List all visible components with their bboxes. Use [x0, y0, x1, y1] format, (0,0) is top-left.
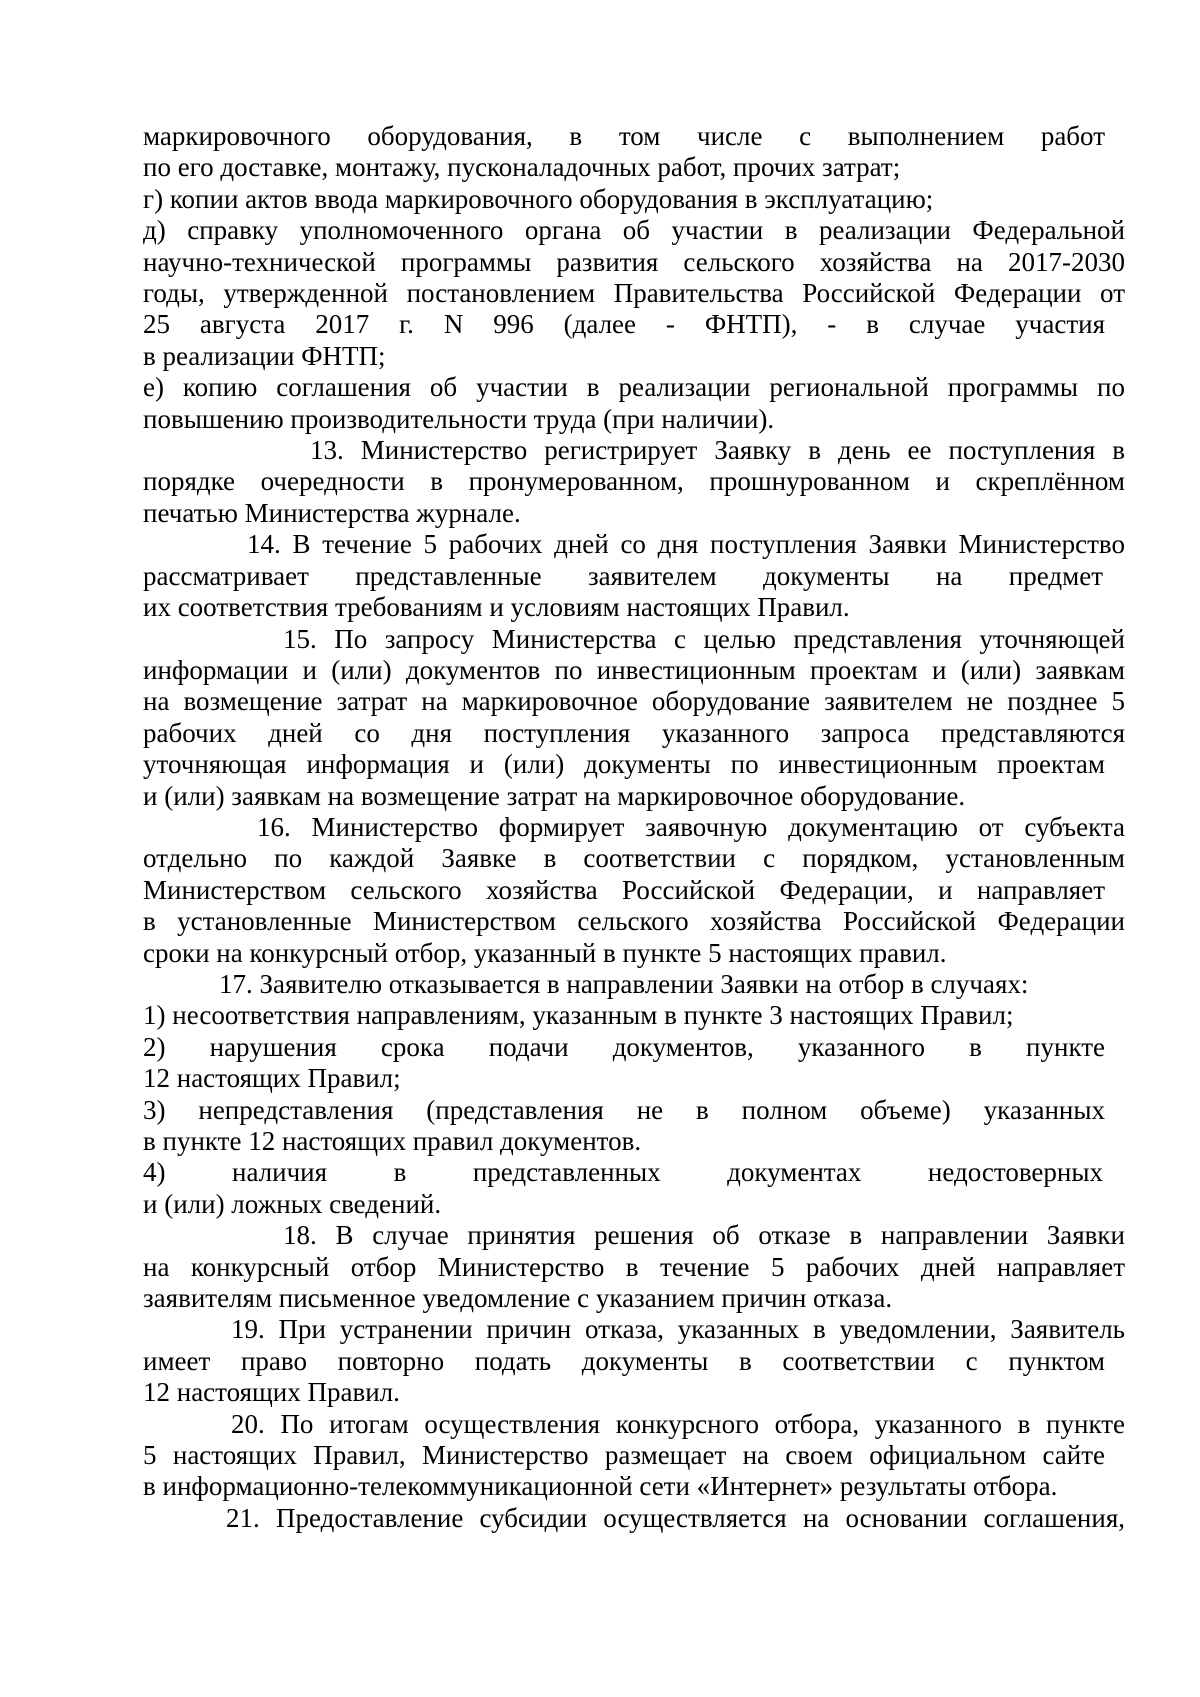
text-line: на возмещение затрат на маркировочное оборудование заявителем не позднее 5	[143, 686, 1125, 717]
paragraph-12d	[143, 215, 1125, 372]
text-line: 17. Заявителю отказывается в направлении Заявки на отбор в случаях:	[219, 968, 1029, 999]
text-line: повышению производительности труда (при наличии).	[143, 403, 775, 434]
text-line: рассматривает представленные заявителем документы на предмет	[143, 560, 1103, 591]
text-line: 4) наличия в представленных документах недостоверных	[143, 1157, 1103, 1188]
document-body	[143, 121, 1125, 1534]
text-line: отдельно по каждой Заявке в соответствии с порядком, установленным	[143, 843, 1125, 874]
text-line: 2) нарушения срока подачи документов, указанного в пункте	[143, 1031, 1105, 1062]
paragraph-15	[143, 624, 1125, 812]
text-line: 12 настоящих Правил.	[143, 1377, 400, 1408]
text-line: 5 настоящих Правил, Министерство размещает на своем официальном сайте	[143, 1440, 1105, 1471]
paragraph-16	[143, 812, 1125, 969]
text-line: 19. При устранении причин отказа, указанных в уведомлении, Заявитель	[231, 1314, 1125, 1345]
text-line: 14. В течение 5 рабочих дней со дня поступления Заявки Министерство	[247, 529, 1125, 560]
paragraph-12g	[143, 184, 1125, 215]
text-line: порядке очередности в пронумерованном, прошнурованном и скреплённом	[143, 466, 1125, 497]
text-line: г) копии актов ввода маркировочного оборудования в эксплуатацию;	[143, 183, 934, 214]
text-line: 13. Министерство регистрирует Заявку в день ее поступления в	[310, 435, 1125, 466]
text-line: в установленные Министерством сельского хозяйства Российской Федерации	[143, 906, 1125, 937]
text-line: уточняющая информация и (или) документы по инвестиционным проектам	[143, 749, 1105, 780]
text-line: печатью Министерства журнале.	[143, 497, 521, 528]
text-line: д) справку уполномоченного органа об участии в реализации Федеральной	[143, 215, 1125, 246]
text-line: годы, утвержденной постановлением Правительства Российской Федерации от	[143, 278, 1125, 309]
text-line: заявителям письменное уведомление с указанием причин отказа.	[143, 1283, 893, 1314]
paragraph-12e	[143, 372, 1125, 435]
text-line: 3) непредставления (представления не в полном объеме) указанных	[143, 1094, 1105, 1125]
text-line: научно-технической программы развития сельского хозяйства на 2017-2030	[143, 246, 1125, 277]
text-line: имеет право повторно подать документы в соответствии с пунктом	[143, 1345, 1105, 1376]
text-line: их соответствия требованиям и условиям настоящих Правил.	[143, 592, 850, 623]
text-line: в информационно-телекоммуникационной сети «Интернет» результаты отбора.	[143, 1471, 1058, 1502]
text-line: маркировочного оборудования, в том числе с выполнением работ	[143, 121, 1105, 151]
paragraph-13	[143, 435, 1125, 529]
text-line: 1) несоответствия направлениям, указанным в пункте 3 настоящих Правил;	[143, 1000, 1014, 1031]
text-line: 12 настоящих Правил;	[143, 1063, 401, 1094]
paragraph-12v-continuation	[143, 121, 1125, 184]
text-line: 18. В случае принятия решения об отказе в направлении Заявки	[283, 1220, 1125, 1251]
text-line: в реализации ФНТП;	[143, 340, 386, 371]
text-line: рабочих дней со дня поступления указанного запроса представляются	[143, 717, 1125, 748]
text-line: и (или) заявкам на возмещение затрат на маркировочное оборудование.	[143, 780, 966, 811]
text-line: информации и (или) документов по инвестиционным проектам и (или) заявкам	[143, 654, 1125, 685]
text-line: е) копию соглашения об участии в реализации региональной программы по	[143, 372, 1125, 403]
text-line: и (или) ложных сведений.	[143, 1188, 442, 1219]
text-line: 21. Предоставление субсидии осуществляется на основании соглашения,	[226, 1502, 1125, 1533]
paragraph-21	[143, 1503, 1125, 1534]
paragraph-18	[143, 1220, 1125, 1314]
text-line: 15. По запросу Министерства с целью представления уточняющей	[283, 623, 1125, 654]
paragraph-20	[143, 1409, 1125, 1503]
text-line: на конкурсный отбор Министерство в течение 5 рабочих дней направляет	[143, 1251, 1125, 1282]
text-line: 25 августа 2017 г. N 996 (далее - ФНТП), - в случае участия	[143, 309, 1105, 340]
text-line: в пункте 12 настоящих правил документов.	[143, 1126, 642, 1156]
text-line: Министерством сельского хозяйства Российской Федерации, и направляет	[143, 874, 1105, 905]
paragraph-17	[143, 969, 1125, 1220]
paragraph-19	[143, 1314, 1125, 1408]
text-line: 20. По итогам осуществления конкурсного отбора, указанного в пункте	[231, 1408, 1125, 1439]
text-line: 16. Министерство формирует заявочную документацию от субъекта	[257, 811, 1125, 842]
paragraph-14	[143, 529, 1125, 623]
text-line: по его доставке, монтажу, пусконаладочных работ, прочих затрат;	[143, 152, 901, 183]
text-line: сроки на конкурсный отбор, указанный в пункте 5 настоящих правил.	[143, 937, 947, 968]
